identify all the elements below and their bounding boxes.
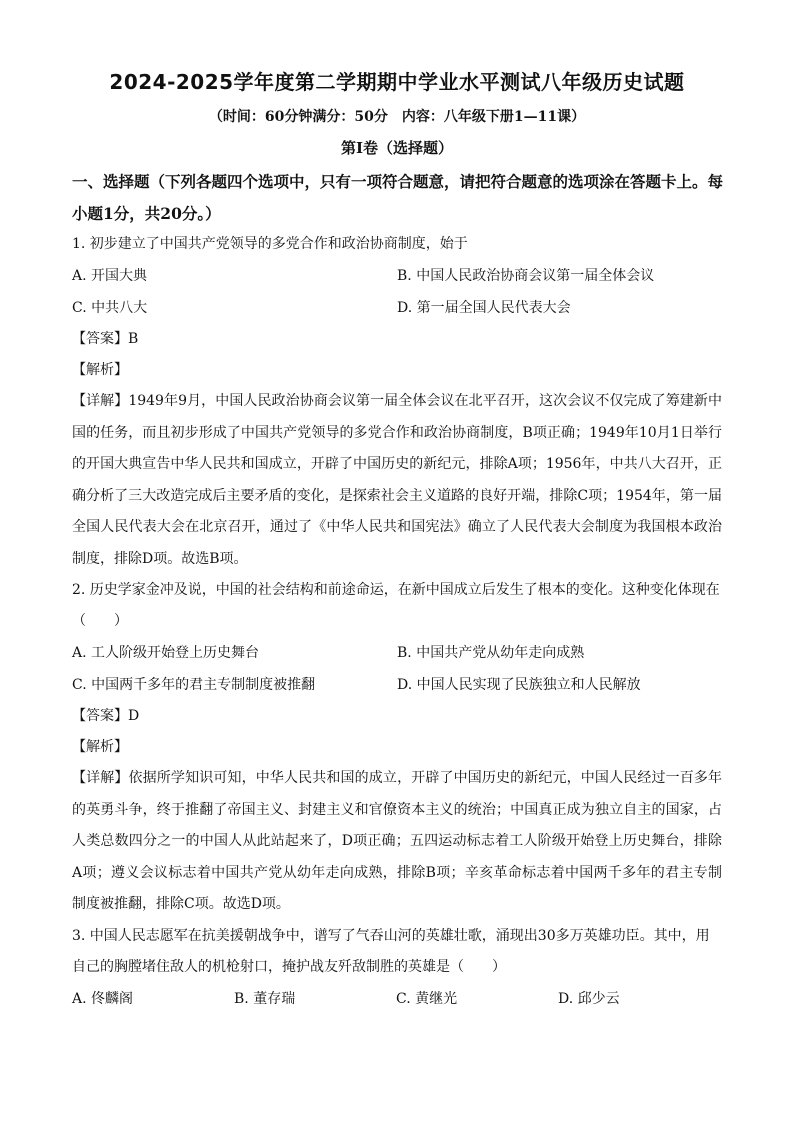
option-d: D. 第一届全国人民代表大会 [397,300,571,316]
option-b: B. 董存瑞 [234,990,296,1007]
question-stem: 3. 中国人民志愿军在抗美援朝战争中，谱写了气吞山河的英雄壮歌，涌现出30多万英雄功臣。其中，用自己的胸膛堵住敌人的机枪射口，掩护战友歼敌制胜的英雄是（ ） [72,927,710,975]
option-c: C. 中国两千多年的君主专制制度被推翻 [72,677,316,693]
option-b: B. 中国共产党从幼年走向成熟 [397,645,585,661]
option-a: A. 工人阶级开始登上历史舞台 [72,645,260,661]
analysis-label: 【解析】 [72,739,128,755]
questions-body [72,229,722,1015]
answer-label: 【答案】B [72,331,139,347]
option-d: D. 邱少云 [558,990,620,1007]
question-stem: 1. 初步建立了中国共产党领导的多党合作和政治协商制度，始于 [72,236,468,252]
option-a: A. 佟麟阁 [72,990,134,1007]
section-heading: 一、选择题（下列各题四个选项中，只有一项符合题意，请把符合题意的选项涂在答题卡上。每小题1分，共20分。） [72,172,724,223]
question-options [72,260,722,324]
exam-subtitle: （时间：60分钟满分：50分 内容：八年级下册1—11课） [208,109,586,125]
question-stem: 2. 历史学家金冲及说，中国的社会结构和前途命运，在新中国成立后发生了根本的变化。这种变化体现在（ ） [72,582,720,629]
volume-heading: 第Ⅰ卷（选择题） [340,139,454,157]
question-1 [72,229,722,575]
question-options [72,983,722,1015]
question-3 [72,921,722,1015]
option-c: C. 中共八大 [72,300,148,316]
question-2 [72,575,722,921]
option-d: D. 中国人民实现了民族独立和人民解放 [397,677,641,693]
option-c: C. 黄继光 [396,990,458,1007]
exam-title: 2024-2025学年度第二学期期中学业水平测试八年级历史试题 [109,70,685,94]
detail-paragraph: 【详解】1949年9月，中国人民政治协商会议第一届全体会议在北平召开，这次会议不仅完成了筹建新中国的任务，而且初步形成了中国共产党领导的多党合作和政治协商制度，B项正确；1949年10月1日举行的开国大典宣告中华人民共和国成立，开辟了中国历史的新纪元，排除A项；1956年，中共八大召开，正确分析了三大改造完成后主要矛盾的变化，是探索社会主义道路的良好开端，排除C项；1954年，第一届全国人民代表大会在北京召开，通过了《中华人民共和国宪法》确立了人民代表大会制度为我国根本政治制度，排除D项。故选B项。 [72,393,722,567]
detail-paragraph: 【详解】依据所学知识可知，中华人民共和国的成立，开辟了中国历史的新纪元，中国人民经过一百多年的英勇斗争，终于推翻了帝国主义、封建主义和官僚资本主义的统治；中国真正成为独立自主的国家，占人类总数四分之一的中国人从此站起来了，D项正确；五四运动标志着工人阶级开始登上历史舞台，排除A项；遵义会议标志着中国共产党从幼年走向成熟，排除B项；辛亥革命标志着中国两千多年的君主专制制度被推翻，排除C项。故选D项。 [72,770,722,912]
answer-label: 【答案】D [72,708,140,724]
question-options [72,637,722,701]
analysis-label: 【解析】 [72,362,128,378]
option-b: B. 中国人民政治协商会议第一届全体会议 [397,268,655,284]
option-a: A. 开国大典 [72,268,148,284]
